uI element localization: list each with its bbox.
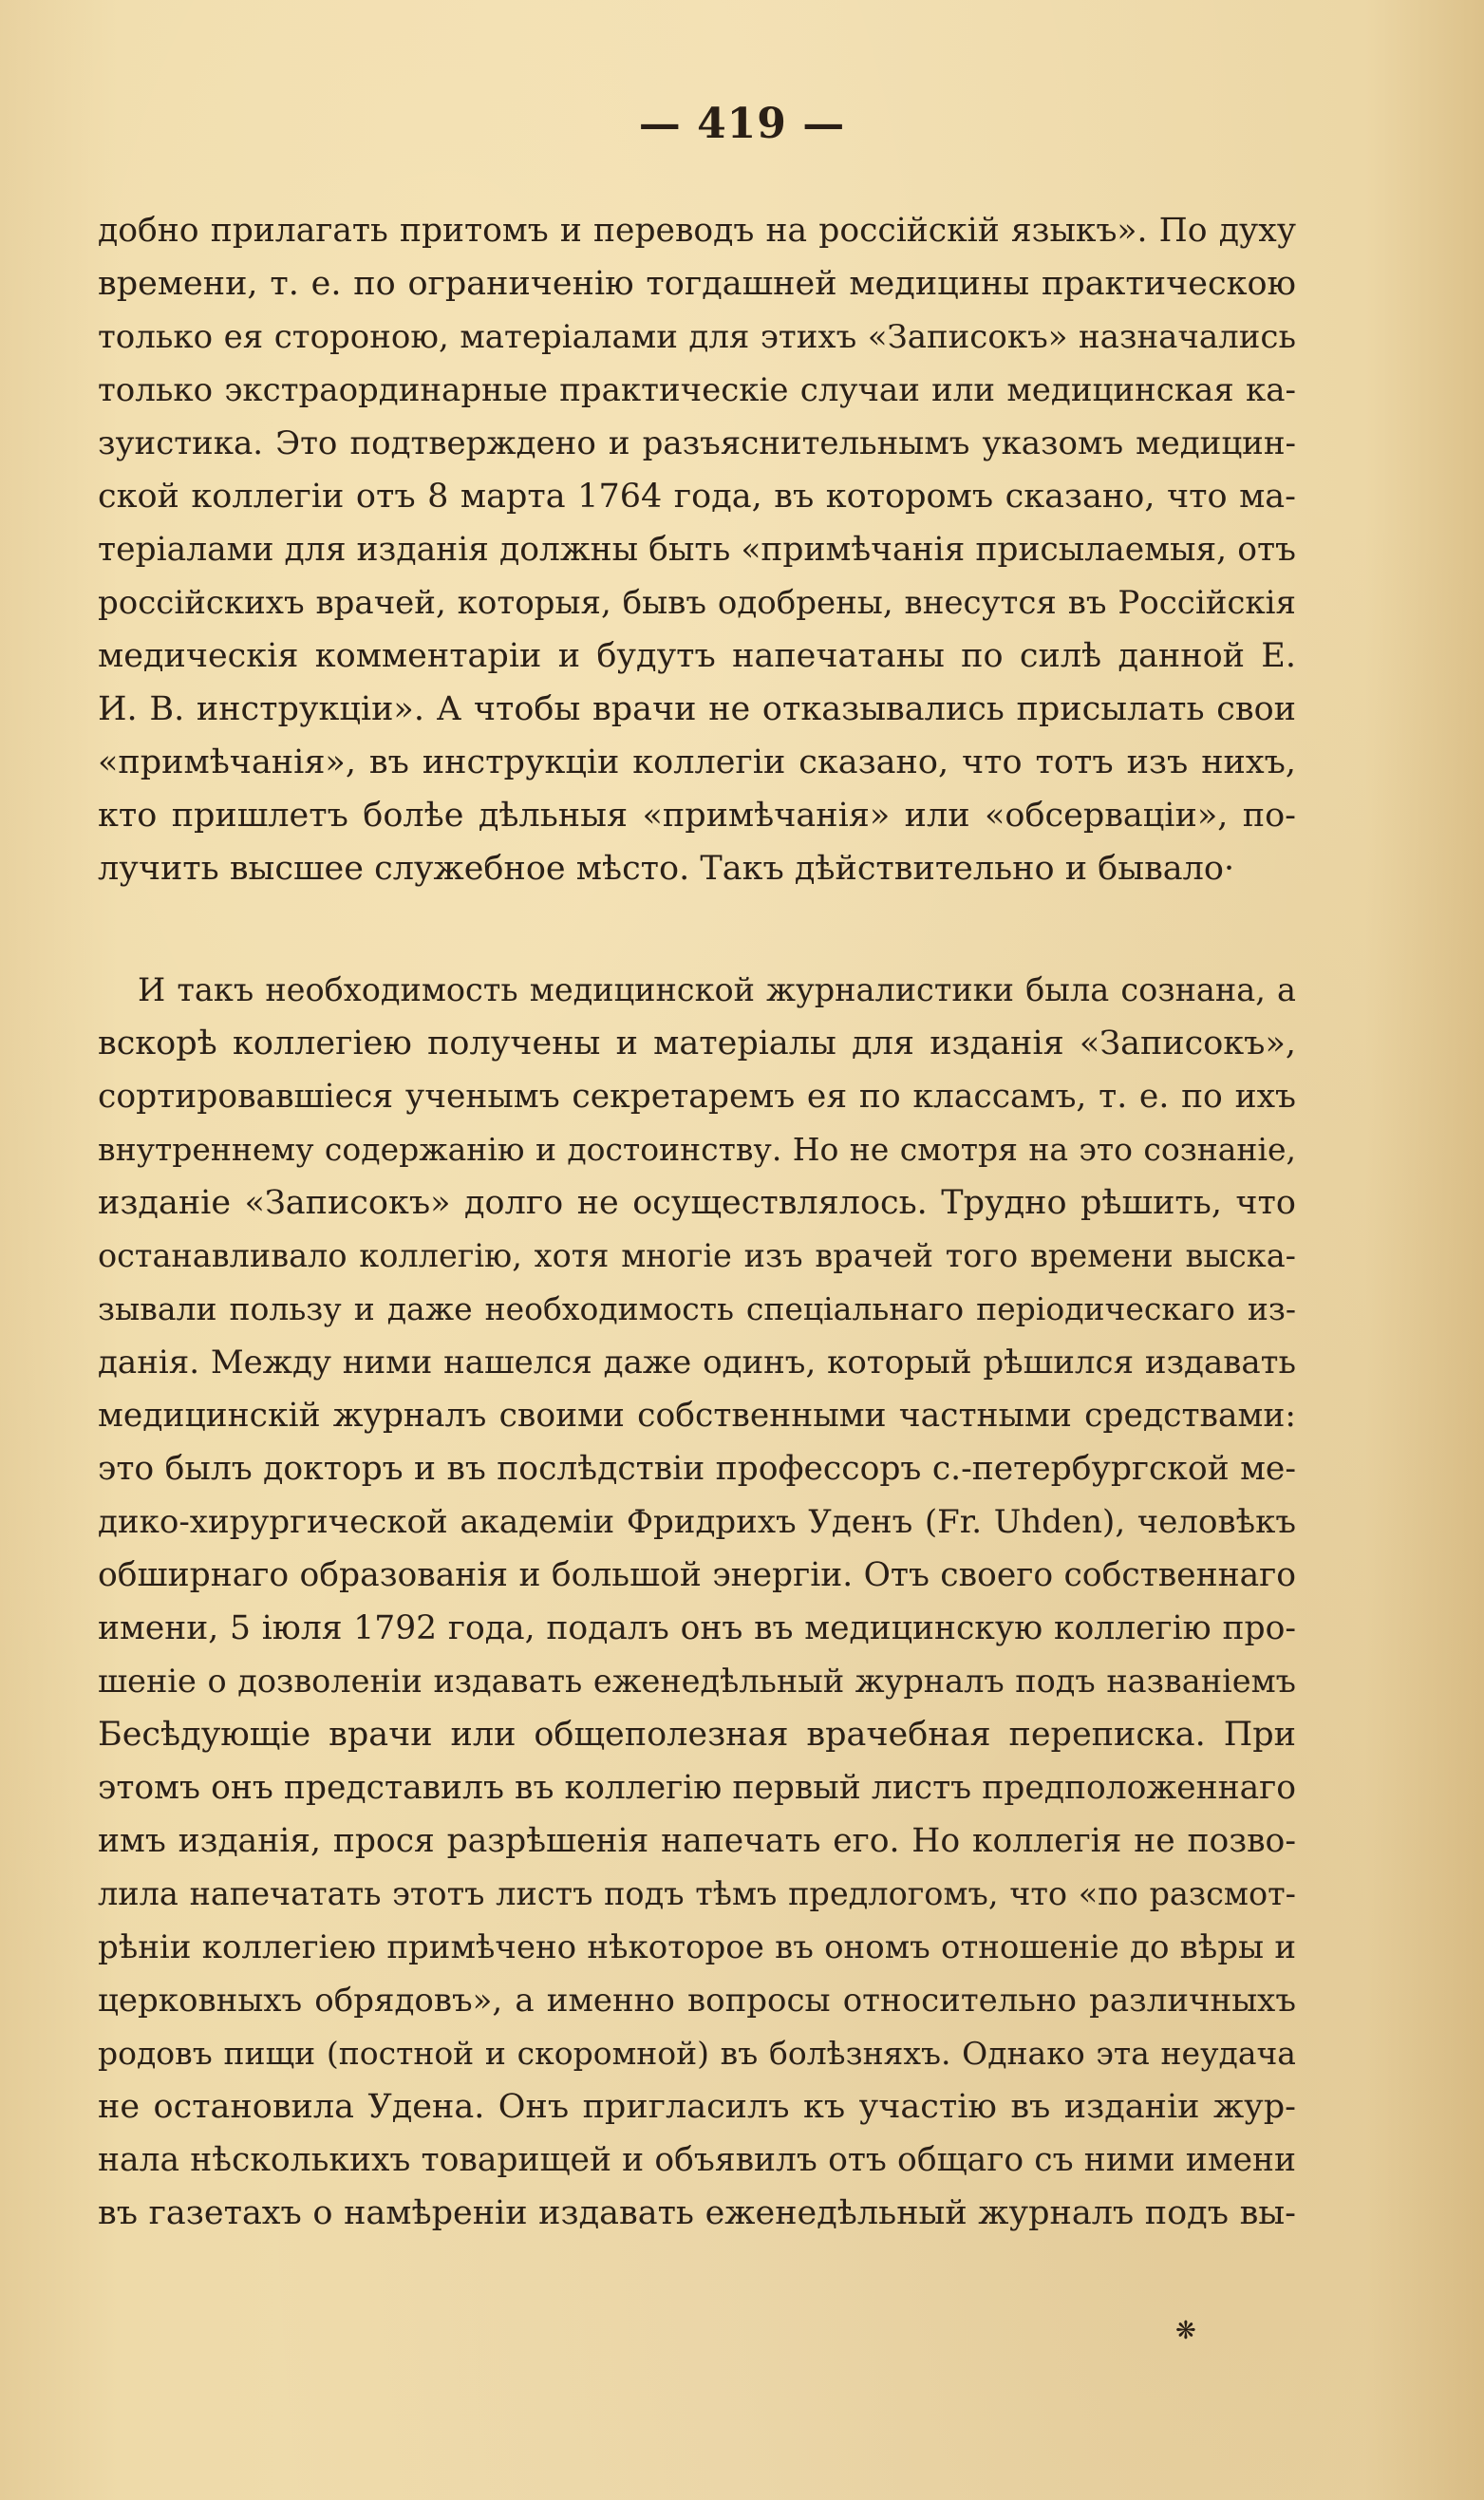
text-line: времени, т. е. по ограниченію тогдашней медицины практическою bbox=[98, 265, 1296, 303]
text-line: этомъ онъ представилъ въ коллегію первый листъ предположеннаго bbox=[98, 1769, 1296, 1807]
text-line: не остановила Удена. Онъ пригласилъ къ участію въ изданіи жур- bbox=[98, 2088, 1296, 2126]
text-line: теріалами для изданія должны быть «примѣчанія присылаемыя, отъ bbox=[98, 531, 1296, 569]
text-line: россійскихъ врачей, которыя, бывъ одобрены, внесутся въ Россійскія bbox=[98, 584, 1296, 622]
text-line: вскорѣ коллегіею получены и матеріалы для изданія «Записокъ», bbox=[98, 1024, 1296, 1062]
paragraph-2 bbox=[98, 964, 1296, 2240]
text-line: ской коллегіи отъ 8 марта 1764 года, въ которомъ сказано, что ма- bbox=[98, 478, 1296, 516]
text-line: церковныхъ обрядовъ», а именно вопросы относительно различныхъ bbox=[98, 1982, 1296, 2020]
text-line: изданіе «Записокъ» долго не осуществлялось. Трудно рѣшить, что bbox=[98, 1184, 1296, 1222]
text-line: родовъ пищи (постной и скоромной) въ болѣзняхъ. Однако эта неудача bbox=[98, 2035, 1296, 2072]
text-line: сортировавшіеся ученымъ секретаремъ ея по классамъ, т. е. по ихъ bbox=[98, 1078, 1296, 1116]
text-line: нала нѣсколькихъ товарищей и объявилъ отъ общаго съ ними имени bbox=[98, 2141, 1296, 2179]
text-line: обширнаго образованія и большой энергіи. Отъ своего собственнаго bbox=[98, 1556, 1296, 1594]
text-line: имени, 5 іюля 1792 года, подалъ онъ въ медицинскую коллегію про- bbox=[98, 1609, 1296, 1647]
page-number: — 419 — bbox=[638, 100, 846, 148]
text-line: внутреннему содержанію и достоинству. Но не смотря на это сознаніе, bbox=[98, 1131, 1296, 1168]
text-line: только экстраординарные практическіе случаи или медицинская ка- bbox=[98, 371, 1296, 409]
text-line: кто пришлетъ болѣе дѣльныя «примѣчанія» или «обсерваціи», по- bbox=[98, 797, 1296, 835]
text-line: Бесѣдующіе врачи или общеполезная врачебная переписка. При bbox=[98, 1716, 1296, 1754]
text-line: это былъ докторъ и въ послѣдствіи профессоръ с.-петербургской ме- bbox=[98, 1450, 1296, 1488]
text-line: медицинскій журналъ своими собственными частными средствами: bbox=[98, 1397, 1296, 1435]
text-line: «примѣчанія», въ инструкціи коллегіи сказано, что тотъ изъ нихъ, bbox=[98, 743, 1296, 781]
text-line: имъ изданія, прося разрѣшенія напечать его. Но коллегія не позво- bbox=[98, 1822, 1296, 1860]
text-line: въ газетахъ о намѣреніи издавать еженедѣльный журналъ подъ вы- bbox=[98, 2194, 1296, 2232]
text-line: данія. Между ними нашелся даже одинъ, который рѣшился издавать bbox=[98, 1344, 1296, 1382]
text-line: рѣніи коллегіею примѣчено нѣкоторое въ ономъ отношеніе до вѣры и bbox=[98, 1928, 1296, 1966]
text-line: И такъ необходимость медицинской журналистики была сознана, а bbox=[138, 971, 1296, 1008]
text-line: зуистика. Это подтверждено и разъяснительнымъ указомъ медицин- bbox=[98, 424, 1296, 462]
text-line: зывали пользу и даже необходимость спеціальнаго періодическаго из- bbox=[98, 1290, 1296, 1327]
text-line: медическія комментаріи и будутъ напечатаны по силѣ данной Е. bbox=[98, 637, 1296, 675]
paragraph-1 bbox=[98, 204, 1296, 895]
text-line: добно прилагать притомъ и переводъ на россійскій языкъ». По духу bbox=[98, 212, 1296, 250]
text-line: лила напечатать этотъ листъ подъ тѣмъ предлогомъ, что «по разсмот- bbox=[98, 1875, 1296, 1912]
text-line: только ея стороною, матеріалами для этихъ «Записокъ» назначались bbox=[98, 318, 1296, 356]
text-line: дико-хирургической академіи Фридрихъ Уденъ (Fr. Uhden), человѣкъ bbox=[98, 1503, 1296, 1541]
text-line: И. В. инструкціи». А чтобы врачи не отказывались присылать свои bbox=[98, 690, 1296, 728]
footer-mark: ❋ bbox=[1175, 2317, 1196, 2345]
text-line: шеніе о дозволеніи издавать еженедѣльный журналъ подъ названіемъ bbox=[98, 1663, 1296, 1700]
text-line: лучить высшее служебное мѣсто. Такъ дѣйствительно и бывало· bbox=[98, 850, 1235, 888]
text-line: останавливало коллегію, хотя многіе изъ врачей того времени выска- bbox=[98, 1237, 1296, 1274]
